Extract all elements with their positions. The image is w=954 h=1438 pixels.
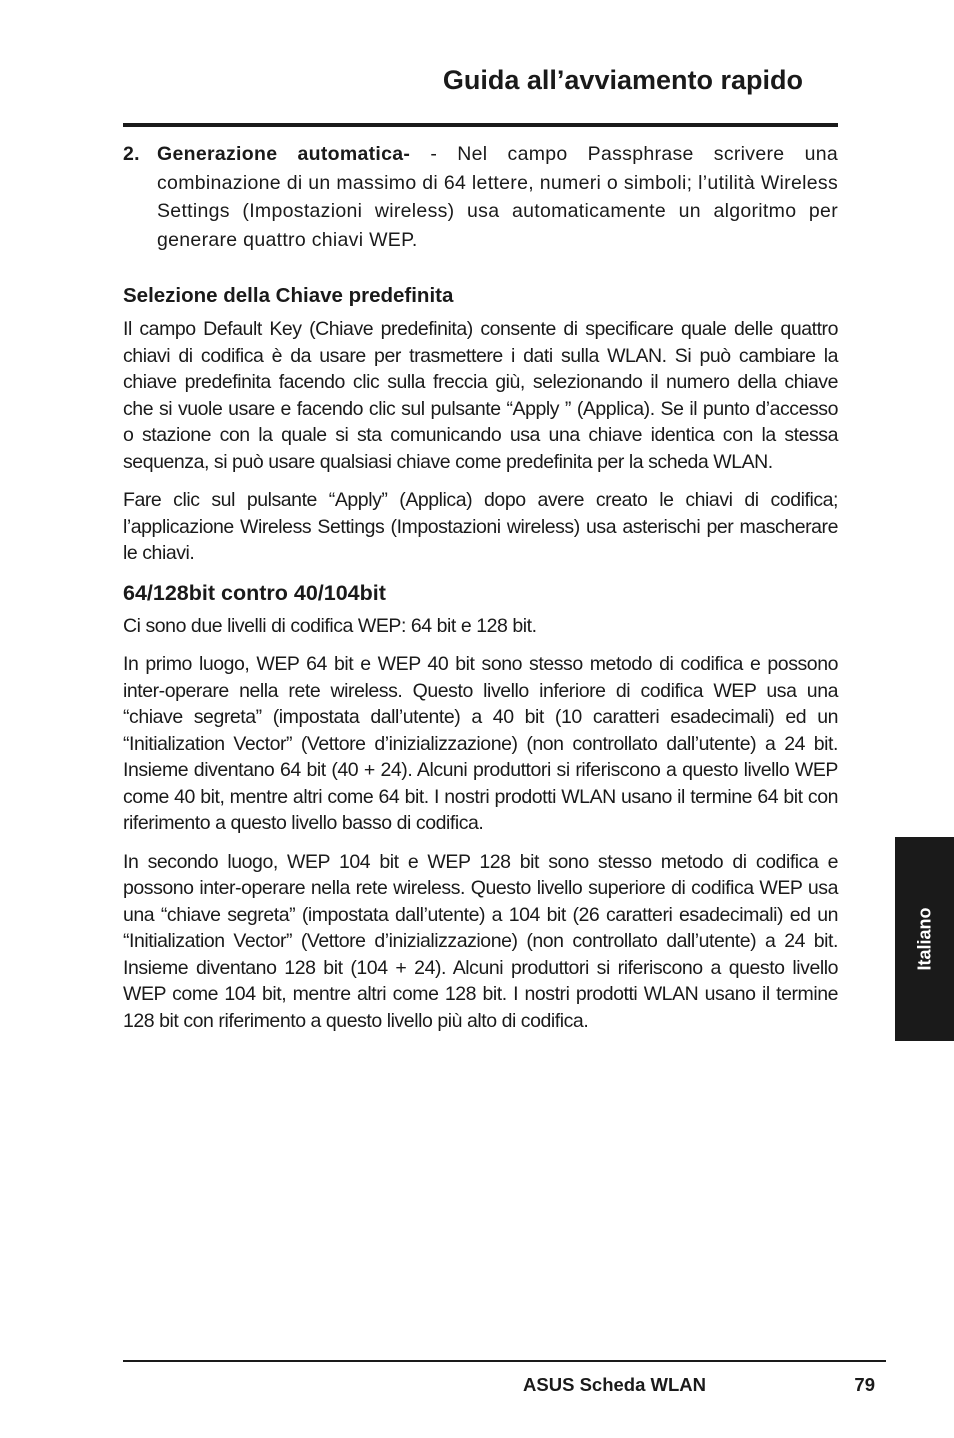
section-heading-default-key: Selezione della Chiave predefinita xyxy=(123,284,454,307)
footer-title: ASUS Scheda WLAN xyxy=(523,1374,706,1395)
page-number: 79 xyxy=(854,1374,875,1395)
list-item-number: 2. xyxy=(123,143,140,165)
list-item-text: - Nel campo Passphrase scrivere una combinazione di un massimo di 64 lettere, numeri o simboli; l’utilità Wireless Settings (Impostazioni wireless) usa automaticamente un algoritmo per generare quattro chiavi WEP. xyxy=(157,143,838,251)
footer-divider xyxy=(123,1360,886,1362)
page-title: Guida all’avviamento rapido xyxy=(442,65,803,95)
paragraph: Fare clic sul pulsante “Apply” (Applica) dopo avere creato le chiavi di codifica; l’applicazione Wireless Settings (Impostazioni wireless) usa asterischi per mascherare le chiavi. xyxy=(123,489,838,564)
list-item xyxy=(123,140,838,254)
paragraph: Ci sono due livelli di codifica WEP: 64 bit e 128 bit. xyxy=(123,614,537,637)
section-heading-bits: 64/128bit contro 40/104bit xyxy=(123,580,386,605)
paragraph: Il campo Default Key (Chiave predefinita) consente di specificare quale delle quattro chiavi di codifica è da usare per trasmettere i dati sulla WLAN. Si può cambiare la chiave predefinita facendo clic sulla freccia giù, selezionando il numero della chiave che si vuole usare e facendo clic sul pulsante “Apply ” (Applica). Se il punto d’accesso o stazione con la quale si sta comunicando usa una chiave identica con la stessa sequenza, si può usare qualsiasi chiave come predefinita per la scheda WLAN. xyxy=(123,318,838,473)
main-content xyxy=(123,140,838,1034)
language-tab-label: Italiano xyxy=(914,907,934,971)
paragraph: In primo luogo, WEP 64 bit e WEP 40 bit sono stesso metodo di codifica e possono inter-operare nella rete wireless. Questo livello inferiore di codifica WEP usa una “chiave segreta” (impostata dall’utente) a 40 bit (10 caratteri esadecimali) ed un “Initialization Vector” (Vettore d’inizializzazione) (non controllato dall’utente) a 24 bit. Insieme diventano 64 bit (40 + 24). Alcuni produttori si riferiscono a questo livello WEP come 40 bit, mentre altri come 64 bit. I nostri prodotti WLAN usano il termine 64 bit con riferimento a questo livello basso di codifica. xyxy=(123,653,838,834)
language-tab xyxy=(895,837,954,1041)
paragraph: In secondo luogo, WEP 104 bit e WEP 128 bit sono stesso metodo di codifica e possono inter-operare nella rete wireless. Questo livello superiore di codifica WEP usa una “chiave segreta” (impostata dall’utente) a 104 bit (26 caratteri esadecimali) ed un “Initialization Vector” (Vettore d’inizializzazione) (non controllato dall’utente) a 24 bit. Insieme diventano 128 bit (104 + 24). Alcuni produttori si riferiscono a questo livello WEP come 104 bit, mentre altri come 128 bit. I nostri prodotti WLAN usano il termine 128 bit con riferimento a questo livello più alto di codifica. xyxy=(123,850,838,1032)
header-divider xyxy=(123,123,838,127)
list-item-lead: Generazione automatica- xyxy=(157,143,411,165)
